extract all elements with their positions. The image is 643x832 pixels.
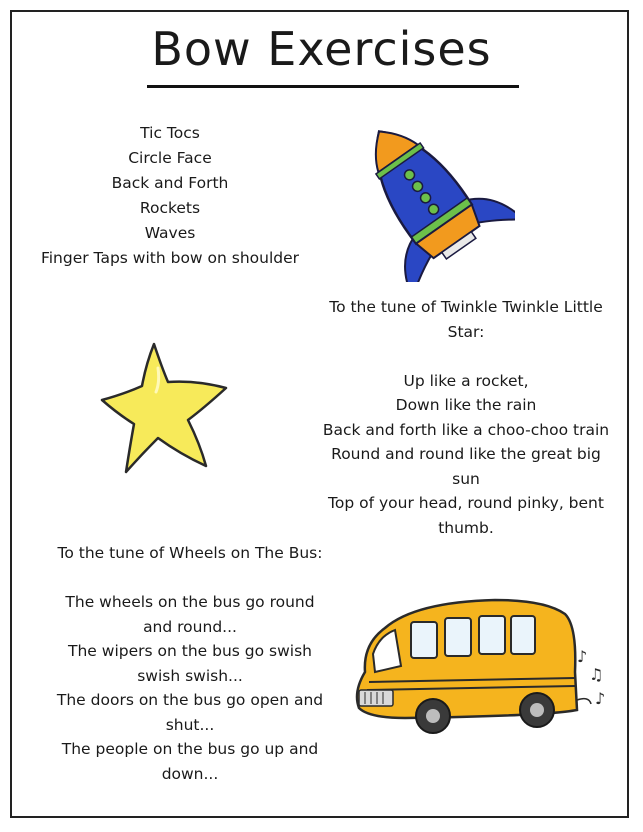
twinkle-lyric-line: Top of your head, round pinky, bent xyxy=(328,494,604,512)
exercise-list xyxy=(40,121,300,271)
school-bus-illustration xyxy=(345,592,610,742)
exercise-item: Finger Taps with bow on shoulder xyxy=(40,249,300,267)
rocket-illustration xyxy=(335,112,515,282)
exercise-item: Waves xyxy=(144,224,196,242)
twinkle-intro-line: Star: xyxy=(447,322,485,341)
exercise-item: Rockets xyxy=(139,199,201,217)
svg-text:♪: ♪ xyxy=(595,689,606,708)
twinkle-intro-line: To the tune of Twinkle Twinkle Little xyxy=(329,298,603,316)
wheels-lyric-line: shut... xyxy=(165,715,215,734)
wheels-lyric-line: and round... xyxy=(143,617,237,636)
exercise-item: Circle Face xyxy=(128,149,212,167)
page-title: Bow Exercises xyxy=(151,22,492,76)
twinkle-lyric-line: Round and round like the great big xyxy=(331,445,601,463)
wheels-lyric-line: The doors on the bus go open and xyxy=(56,691,324,709)
twinkle-lyric-line: Up like a rocket, xyxy=(403,371,529,390)
twinkle-lyric-line: thumb. xyxy=(438,518,494,537)
wheels-intro-line: To the tune of Wheels on The Bus: xyxy=(57,544,323,562)
svg-text:♫: ♫ xyxy=(589,665,604,684)
star-illustration xyxy=(96,338,236,478)
twinkle-lyric-line: Down like the rain xyxy=(395,396,537,414)
title-underline xyxy=(147,85,519,88)
twinkle-lyric-line: Back and forth like a choo-choo train xyxy=(322,420,610,439)
exercise-item: Back and Forth xyxy=(111,174,229,192)
svg-text:♪: ♪ xyxy=(577,647,588,666)
wheels-lyric-line: swish swish... xyxy=(137,666,243,685)
wheels-lyric-line: The wipers on the bus go swish xyxy=(68,642,312,660)
wheels-lyric-line: The wheels on the bus go round xyxy=(65,593,315,611)
wheels-lyric-line: The people on the bus go up and xyxy=(61,740,319,758)
twinkle-song xyxy=(318,295,614,540)
twinkle-lyric-line: sun xyxy=(452,469,480,488)
wheels-lyric-line: down... xyxy=(161,764,219,783)
exercise-item: Tic Tocs xyxy=(140,124,200,142)
wheels-song xyxy=(40,541,340,786)
